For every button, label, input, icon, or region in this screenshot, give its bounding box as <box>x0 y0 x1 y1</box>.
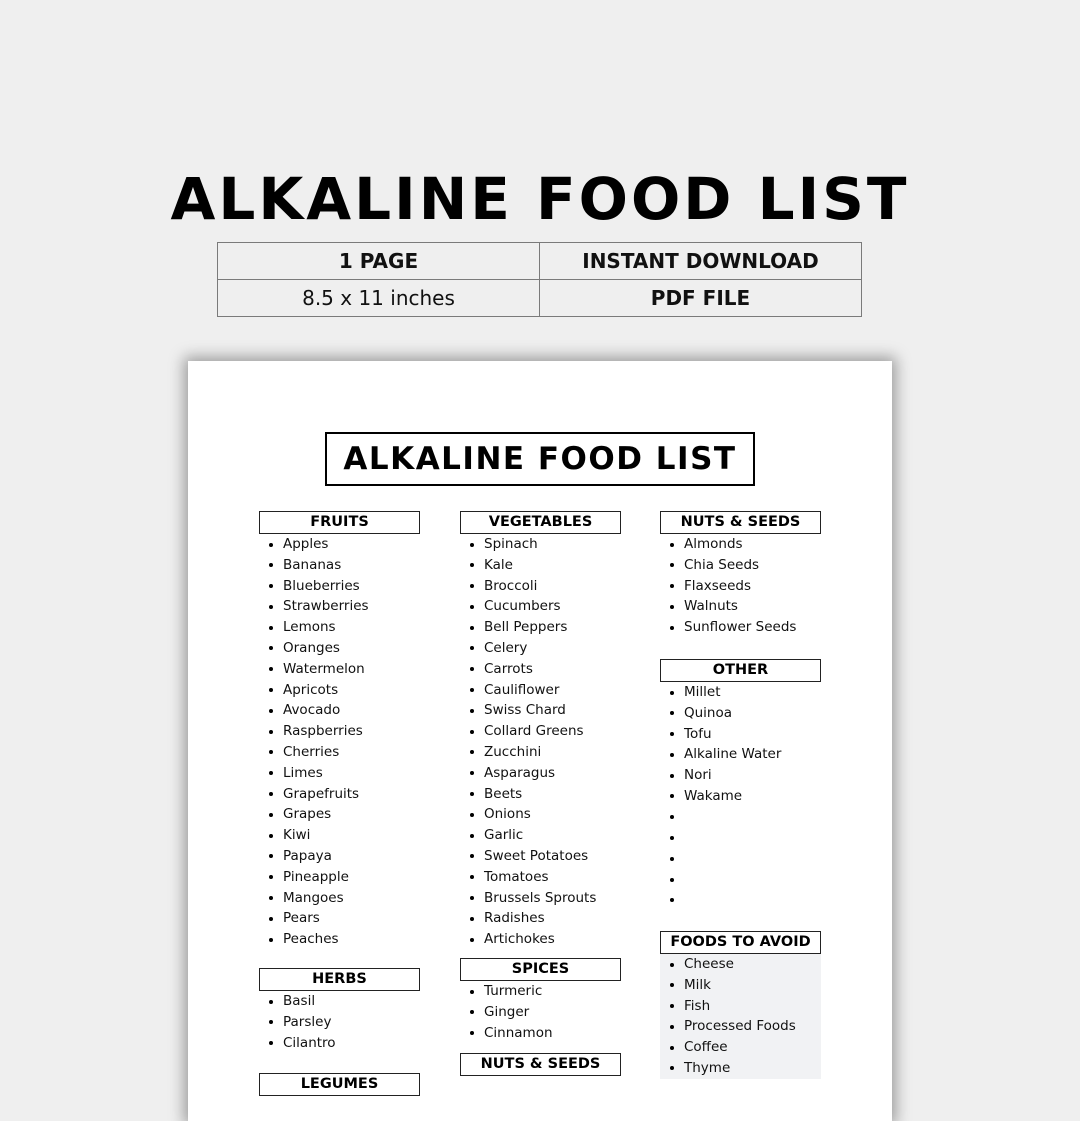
list-item-label: Thyme <box>684 1059 731 1076</box>
list-item-label: Tofu <box>684 725 712 742</box>
list-item <box>460 680 621 701</box>
download-type-cell: INSTANT DOWNLOAD <box>540 243 862 280</box>
list-item <box>460 929 621 950</box>
list-item <box>460 888 621 909</box>
list-item <box>460 534 621 555</box>
page-size-cell: 8.5 x 11 inches <box>218 280 540 317</box>
bullet-icon <box>269 667 273 671</box>
product-info-table <box>217 242 862 317</box>
list-item <box>660 617 821 638</box>
bullet-icon <box>670 836 674 840</box>
bullet-icon <box>670 963 674 967</box>
list-item-label: Alkaline Water <box>684 746 782 763</box>
list-item <box>660 975 821 996</box>
section-other <box>660 659 821 911</box>
page-count-cell: 1 PAGE <box>218 243 540 280</box>
list-item <box>259 555 420 576</box>
bullet-icon <box>670 753 674 757</box>
bullet-icon <box>670 543 674 547</box>
list-item-label: Strawberries <box>283 598 369 615</box>
section-list <box>259 534 420 950</box>
list-item-label: Avocado <box>283 702 341 719</box>
bullet-icon <box>670 857 674 861</box>
list-item-label: Almonds <box>684 536 743 552</box>
section-header: VEGETABLES <box>460 511 621 534</box>
bullet-icon <box>670 794 674 798</box>
list-item <box>259 908 420 929</box>
list-item-label: Zucchini <box>484 743 542 760</box>
bullet-icon <box>269 730 273 734</box>
info-row <box>218 243 862 280</box>
bullet-icon <box>269 834 273 838</box>
list-item-label: Basil <box>283 993 316 1009</box>
bullet-icon <box>269 896 273 900</box>
list-item <box>660 703 821 724</box>
list-item-label: Celery <box>484 639 528 656</box>
section-list <box>460 981 621 1043</box>
section-header: HERBS <box>259 968 420 991</box>
bullet-icon <box>670 1025 674 1029</box>
bullet-icon <box>470 1010 474 1014</box>
bullet-icon <box>470 543 474 547</box>
list-item-label: Bell Peppers <box>484 619 568 636</box>
section-list <box>660 534 821 638</box>
list-item-label: Beets <box>484 785 523 802</box>
bullet-icon <box>670 1046 674 1050</box>
list-item-label: Grapes <box>283 806 332 823</box>
list-item <box>660 786 821 807</box>
section-header: NUTS & SEEDS <box>460 1053 621 1076</box>
list-item <box>460 804 621 825</box>
bullet-icon <box>670 563 674 567</box>
bullet-icon <box>670 691 674 695</box>
list-item-label: Milk <box>684 976 711 993</box>
bullet-icon <box>470 584 474 588</box>
bullet-icon <box>269 1000 273 1004</box>
list-item <box>460 1002 621 1023</box>
bullet-icon <box>470 854 474 858</box>
list-item-label: Apricots <box>283 681 339 698</box>
sheet-title: ALKALINE FOOD LIST <box>325 432 755 486</box>
list-item-label: Coffee <box>684 1039 728 1056</box>
list-item <box>460 867 621 888</box>
list-item-label: Kale <box>484 556 513 573</box>
list-item-label: Wakame <box>684 787 743 804</box>
list-item-label: Pears <box>283 910 320 927</box>
list-item-label: Grapefruits <box>283 785 360 802</box>
bullet-icon <box>470 750 474 754</box>
bullet-icon <box>269 646 273 650</box>
list-item <box>660 869 821 890</box>
list-item <box>660 682 821 703</box>
list-item <box>259 742 420 763</box>
bullet-icon <box>269 875 273 879</box>
list-item <box>259 763 420 784</box>
section-nuts-seeds-2 <box>460 1053 621 1076</box>
section-list <box>460 534 621 950</box>
bullet-icon <box>269 854 273 858</box>
bullet-icon <box>670 774 674 778</box>
bullet-icon <box>470 938 474 942</box>
bullet-icon <box>269 813 273 817</box>
list-item <box>660 555 821 576</box>
list-item-label: Raspberries <box>283 723 363 740</box>
list-item <box>259 596 420 617</box>
list-item <box>460 555 621 576</box>
bullet-icon <box>269 750 273 754</box>
bullet-icon <box>470 813 474 817</box>
bullet-icon <box>269 688 273 692</box>
list-item-label: Lemons <box>283 619 336 636</box>
list-item-label: Processed Foods <box>684 1018 796 1035</box>
section-header: SPICES <box>460 958 621 981</box>
bullet-icon <box>470 709 474 713</box>
bullet-icon <box>670 626 674 630</box>
list-item <box>660 534 821 555</box>
list-item <box>660 724 821 745</box>
list-item-label: Asparagus <box>484 764 556 781</box>
section-vegetables <box>460 511 621 950</box>
list-item <box>660 954 821 975</box>
list-item-label: Ginger <box>484 1003 530 1020</box>
list-item <box>259 825 420 846</box>
list-item-label: Cilantro <box>283 1034 336 1051</box>
list-item-label: Peaches <box>283 931 339 948</box>
list-item <box>259 991 420 1012</box>
list-item <box>460 1023 621 1044</box>
list-item-label: Cauliflower <box>484 681 560 698</box>
bullet-icon <box>470 896 474 900</box>
bullet-icon <box>269 917 273 921</box>
bullet-icon <box>470 792 474 796</box>
list-item <box>460 846 621 867</box>
list-item-label: Tomatoes <box>484 868 549 885</box>
list-item <box>460 596 621 617</box>
bullet-icon <box>470 771 474 775</box>
list-item <box>259 659 420 680</box>
list-item <box>660 1016 821 1037</box>
list-item <box>259 700 420 721</box>
bullet-icon <box>670 815 674 819</box>
bullet-icon <box>269 938 273 942</box>
list-item <box>660 744 821 765</box>
list-item-label: Onions <box>484 806 531 823</box>
list-item-label: Cinnamon <box>484 1024 553 1041</box>
list-item-label: Oranges <box>283 639 340 656</box>
list-item <box>460 576 621 597</box>
bullet-icon <box>670 732 674 736</box>
list-item-label: Blueberries <box>283 577 360 594</box>
list-item <box>460 825 621 846</box>
list-item <box>259 867 420 888</box>
list-item-label: Mangoes <box>283 889 344 906</box>
list-item <box>660 996 821 1017</box>
list-item-label: Fish <box>684 997 711 1014</box>
list-item-label: Chia Seeds <box>684 556 760 573</box>
info-row <box>218 280 862 317</box>
bullet-icon <box>670 1066 674 1070</box>
list-item <box>259 929 420 950</box>
bullet-icon <box>470 626 474 630</box>
bullet-icon <box>470 875 474 879</box>
section-foods-to-avoid <box>660 931 821 1079</box>
list-item <box>660 1058 821 1079</box>
list-item-label: Nori <box>684 767 712 784</box>
list-item-label: Walnuts <box>684 598 738 615</box>
bullet-icon <box>269 543 273 547</box>
list-item <box>259 1033 420 1054</box>
list-item <box>259 721 420 742</box>
section-header: FRUITS <box>259 511 420 534</box>
list-item-label: Millet <box>684 684 721 700</box>
section-nuts-seeds <box>660 511 821 638</box>
list-item <box>259 638 420 659</box>
bullet-icon <box>470 667 474 671</box>
section-list <box>660 682 821 911</box>
bullet-icon <box>670 711 674 715</box>
list-item <box>259 617 420 638</box>
list-item-label: Sweet Potatoes <box>484 847 589 864</box>
list-item <box>460 617 621 638</box>
list-item <box>660 576 821 597</box>
list-item <box>259 888 420 909</box>
list-item <box>259 784 420 805</box>
list-item-label: Apples <box>283 536 329 552</box>
bullet-icon <box>269 792 273 796</box>
list-item <box>460 700 621 721</box>
bullet-icon <box>670 584 674 588</box>
list-item <box>259 846 420 867</box>
list-item-label: Limes <box>283 764 323 781</box>
bullet-icon <box>470 834 474 838</box>
section-spices <box>460 958 621 1043</box>
list-item-label: Carrots <box>484 660 533 677</box>
section-list <box>259 991 420 1053</box>
list-item-label: Broccoli <box>484 577 538 594</box>
list-item <box>660 848 821 869</box>
section-list <box>660 954 821 1079</box>
section-header: FOODS TO AVOID <box>660 931 821 954</box>
list-item-label: Garlic <box>484 827 524 844</box>
list-item <box>660 1037 821 1058</box>
bullet-icon <box>470 990 474 994</box>
bullet-icon <box>269 626 273 630</box>
bullet-icon <box>269 605 273 609</box>
list-item-label: Kiwi <box>283 827 311 844</box>
list-item-label: Sunflower Seeds <box>684 619 797 636</box>
list-item <box>460 638 621 659</box>
list-item-label: Bananas <box>283 556 342 573</box>
list-item-label: Flaxseeds <box>684 577 752 594</box>
list-item <box>460 742 621 763</box>
list-item <box>660 890 821 911</box>
list-item-label: Spinach <box>484 536 538 552</box>
section-header: OTHER <box>660 659 821 682</box>
list-item <box>460 659 621 680</box>
list-item <box>460 721 621 742</box>
list-item <box>259 534 420 555</box>
list-item <box>460 784 621 805</box>
list-item-label: Pineapple <box>283 868 349 885</box>
list-item-label: Parsley <box>283 1013 332 1030</box>
list-item <box>259 576 420 597</box>
list-item-label: Collard Greens <box>484 723 584 740</box>
list-item <box>259 1012 420 1033</box>
main-title: ALKALINE FOOD LIST <box>170 165 910 233</box>
section-header: LEGUMES <box>259 1073 420 1096</box>
list-item-label: Swiss Chard <box>484 702 566 719</box>
bullet-icon <box>670 983 674 987</box>
list-item <box>259 804 420 825</box>
list-item-label: Turmeric <box>484 983 543 999</box>
bullet-icon <box>470 605 474 609</box>
list-item-label: Cherries <box>283 743 340 760</box>
list-item <box>660 807 821 828</box>
list-item-label: Brussels Sprouts <box>484 889 597 906</box>
section-legumes <box>259 1073 420 1096</box>
list-item <box>660 596 821 617</box>
list-item <box>259 680 420 701</box>
bullet-icon <box>269 771 273 775</box>
list-item-label: Artichokes <box>484 931 555 948</box>
file-format-cell: PDF FILE <box>540 280 862 317</box>
bullet-icon <box>269 1020 273 1024</box>
printable-sheet-preview <box>188 361 892 1121</box>
bullet-icon <box>269 1041 273 1045</box>
bullet-icon <box>670 1004 674 1008</box>
bullet-icon <box>269 584 273 588</box>
bullet-icon <box>470 917 474 921</box>
list-item <box>460 981 621 1002</box>
list-item <box>660 765 821 786</box>
list-item <box>460 908 621 929</box>
list-item <box>460 763 621 784</box>
bullet-icon <box>470 646 474 650</box>
bullet-icon <box>670 878 674 882</box>
list-item-label: Watermelon <box>283 660 365 677</box>
bullet-icon <box>670 605 674 609</box>
bullet-icon <box>269 709 273 713</box>
list-item-label: Cucumbers <box>484 598 561 615</box>
list-item-label: Quinoa <box>684 704 733 721</box>
bullet-icon <box>670 898 674 902</box>
bullet-icon <box>269 563 273 567</box>
bullet-icon <box>470 688 474 692</box>
section-header: NUTS & SEEDS <box>660 511 821 534</box>
bullet-icon <box>470 730 474 734</box>
section-herbs <box>259 968 420 1053</box>
list-item-label: Radishes <box>484 910 545 927</box>
bullet-icon <box>470 563 474 567</box>
list-item-label: Cheese <box>684 956 734 972</box>
section-fruits <box>259 511 420 950</box>
list-item <box>660 828 821 849</box>
bullet-icon <box>470 1031 474 1035</box>
list-item-label: Papaya <box>283 847 332 864</box>
